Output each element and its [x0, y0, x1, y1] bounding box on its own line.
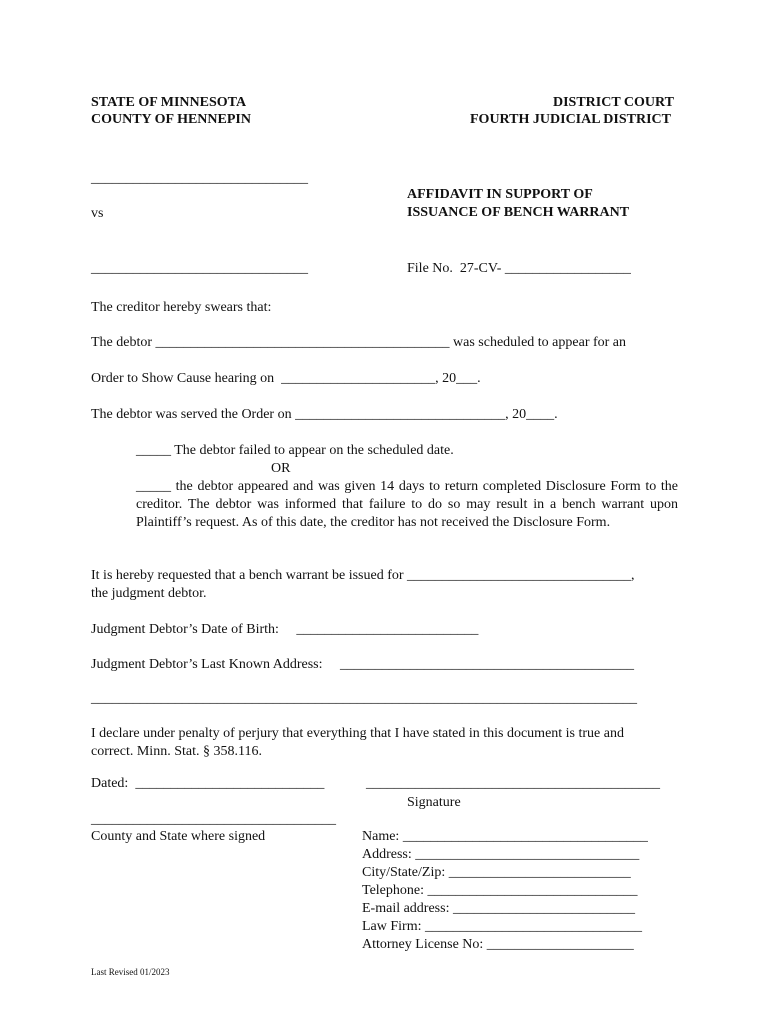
declaration-line-2: correct. Minn. Stat. § 358.116. [91, 744, 262, 759]
city-state-zip-field[interactable]: City/State/Zip: __________________________ [362, 865, 631, 880]
debtor-name-field[interactable]: The debtor __________________________________________ was scheduled to appear for an [91, 335, 627, 350]
defendant-line[interactable]: _______________________________ [91, 261, 308, 276]
option-appeared[interactable]: _____ the debtor appeared and was given 14 days to return completed Disclosure Form to the creditor. The debtor was informed that failure to do so may result in a bench warrant upon Plaintiff’s request. As of this date, the creditor has not received the Disclosure Form. [136, 479, 678, 530]
state-heading: STATE OF MINNESOTA [91, 95, 247, 110]
last-revised-note: Last Revised 01/2023 [91, 967, 170, 977]
law-firm-field[interactable]: Law Firm: _______________________________ [362, 919, 642, 934]
document-title-line-1: AFFIDAVIT IN SUPPORT OF [407, 187, 593, 202]
hearing-date-field[interactable]: Order to Show Cause hearing on ______________________, 20___. [91, 371, 481, 386]
signature-label: Signature [407, 795, 461, 810]
swears-statement: The creditor hereby swears that: [91, 300, 272, 315]
plaintiff-line[interactable]: _______________________________ [91, 171, 308, 186]
attorney-license-field[interactable]: Attorney License No: _____________________ [362, 937, 634, 952]
dated-field[interactable]: Dated: ___________________________ [91, 776, 325, 791]
option-failed-to-appear[interactable]: _____ The debtor failed to appear on the scheduled date. [136, 443, 454, 458]
bench-warrant-request[interactable]: It is hereby requested that a bench warrant be issued for ________________________________, [91, 568, 635, 583]
file-number-field[interactable]: File No. 27-CV- __________________ [407, 261, 631, 276]
or-label: OR [271, 461, 291, 476]
judgment-debtor-label: the judgment debtor. [91, 586, 207, 601]
date-of-birth-field[interactable]: Judgment Debtor’s Date of Birth: __________________________ [91, 622, 479, 637]
district-heading: FOURTH JUDICIAL DISTRICT [470, 112, 671, 127]
email-field[interactable]: E-mail address: __________________________ [362, 901, 635, 916]
served-date-field[interactable]: The debtor was served the Order on ______________________________, 20____. [91, 407, 558, 422]
vs-label: vs [91, 206, 104, 221]
name-field[interactable]: Name: ___________________________________ [362, 829, 648, 844]
county-state-line[interactable]: ___________________________________ [91, 812, 336, 827]
county-heading: COUNTY OF HENNEPIN [91, 112, 251, 127]
document-title-line-2: ISSUANCE OF BENCH WARRANT [407, 205, 630, 220]
telephone-field[interactable]: Telephone: ______________________________ [362, 883, 638, 898]
county-state-label: County and State where signed [91, 829, 266, 844]
last-known-address-field[interactable]: Judgment Debtor’s Last Known Address: __________________________________________ [91, 657, 634, 672]
address-field[interactable]: Address: ________________________________ [362, 847, 640, 862]
court-heading: DISTRICT COURT [552, 95, 674, 110]
declaration-line-1: I declare under penalty of perjury that everything that I have stated in this document is true and [91, 726, 624, 741]
address-continuation-line[interactable]: ______________________________________________________________________________ [91, 691, 637, 706]
signature-line[interactable]: __________________________________________ [366, 776, 660, 791]
